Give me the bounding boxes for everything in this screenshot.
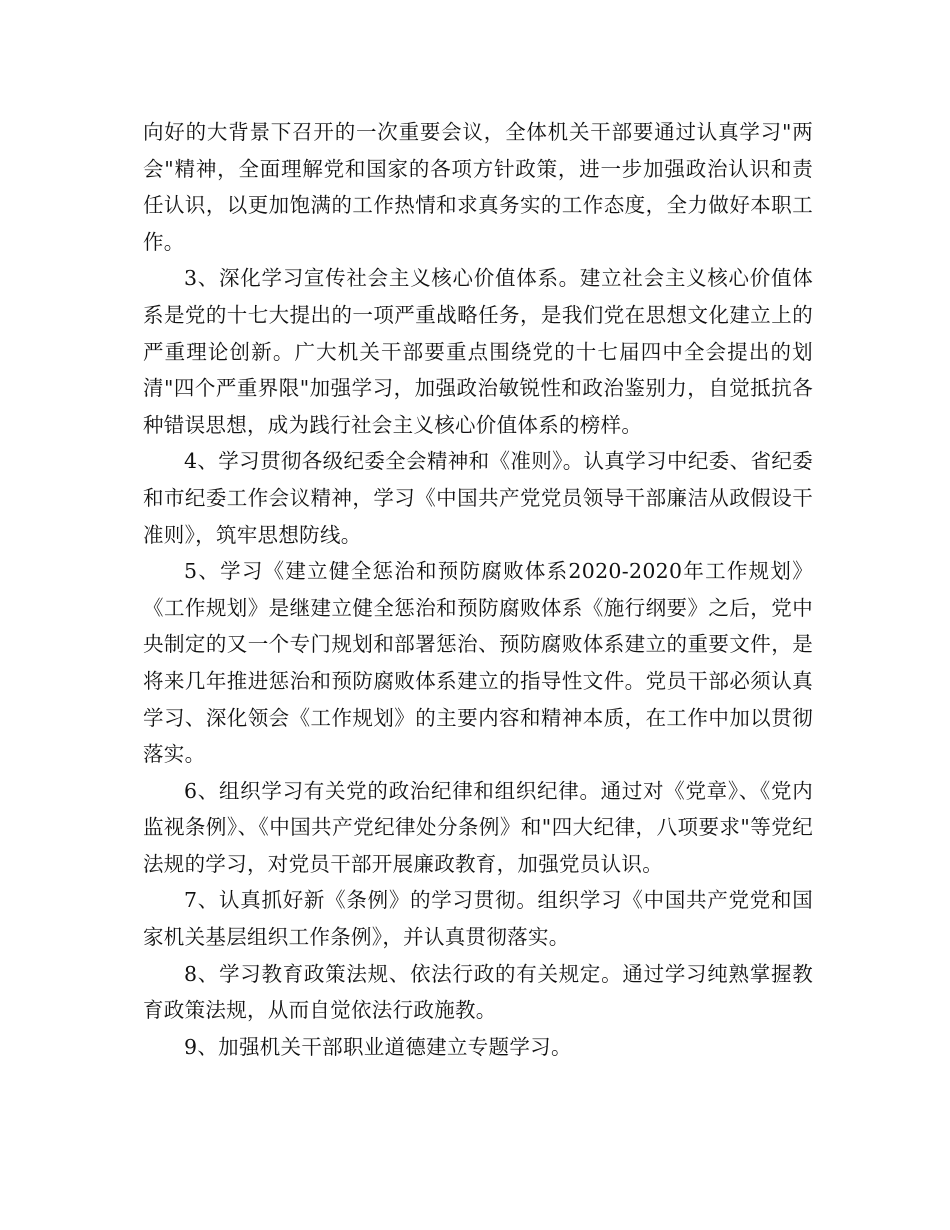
- paragraph-item-6: 6、组织学习有关党的政治纪律和组织纪律。通过对《党章》、《党内监视条例》、《中国共产党纪律处分条例》和"四大纪律，八项要求"等党纪法规的学习，对党员干部开展廉政教育，加强党员认识。: [143, 778, 813, 876]
- paragraph-1: 向好的大背景下召开的一次重要会议，全体机关干部要通过认真学习"两会"精神，全面理解党和国家的各项方针政策，进一步加强政治认识和责任认识，以更加饱满的工作热情和求真务实的工作态度，全力做好本职工作。: [143, 120, 813, 254]
- paragraph-item-3: 3、深化学习宣传社会主义核心价值体系。建立社会主义核心价值体系是党的十七大提出的一项严重战略任务，是我们党在思想文化建立上的严重理论创新。广大机关干部要重点围绕党的十七届四中全会提出的划清"四个严重界限"加强学习，加强政治敏锐性和政治鉴别力，自觉抵抗各种错误思想，成为践行社会主义核心价值体系的榜样。: [143, 266, 813, 437]
- paragraph-item-7: 7、认真抓好新《条例》的学习贯彻。组织学习《中国共产党党和国家机关基层组织工作条例》，并认真贯彻落实。: [143, 888, 813, 950]
- paragraph-item-8: 8、学习教育政策法规、依法行政的有关规定。通过学习纯熟掌握教育政策法规，从而自觉依法行政施教。: [143, 961, 813, 1023]
- paragraph-item-5: 5、学习《建立健全惩治和预防腐败体系2020-2020年工作规划》《工作规划》是继建立健全惩治和预防腐败体系《施行纲要》之后，党中央制定的又一个专门规划和部署惩治、预防腐败体系建立的重要文件，是将来几年推进惩治和预防腐败体系建立的指导性文件。党员干部必须认真学习、深化领会《工作规划》的主要内容和精神本质，在工作中加以贯彻落实。: [143, 559, 813, 767]
- paragraph-item-9: 9、加强机关干部职业道德建立专题学习。: [184, 1034, 572, 1059]
- paragraph-item-4: 4、学习贯彻各级纪委全会精神和《准则》。认真学习中纪委、省纪委和市纪委工作会议精神，学习《中国共产党党员领导干部廉洁从政假设干准则》，筑牢思想防线。: [143, 449, 813, 547]
- document-body: [143, 114, 813, 1065]
